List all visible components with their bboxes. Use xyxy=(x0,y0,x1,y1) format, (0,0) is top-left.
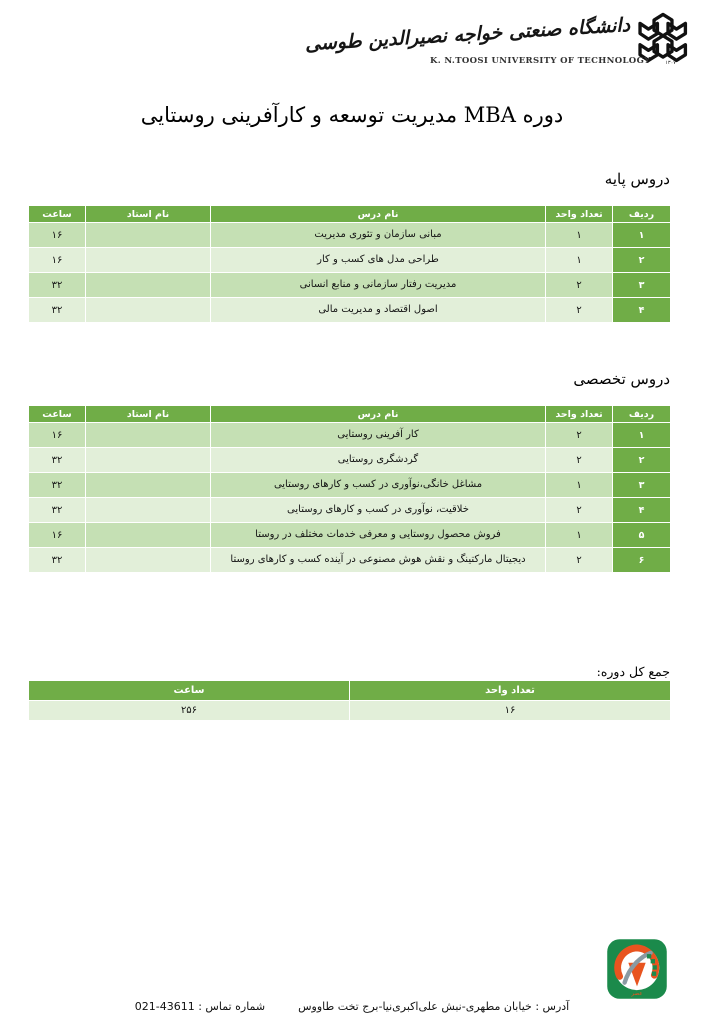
column-header-saat: ساعت xyxy=(29,206,86,223)
cell-name: مشاغل خانگی،نوآوری در کسب و کارهای روستایی xyxy=(211,473,546,498)
table-header-row xyxy=(29,206,671,223)
column-header-vahed: تعداد واحد xyxy=(546,406,613,423)
cell-saat: ۱۶ xyxy=(29,223,86,248)
cell-radif: ۵ xyxy=(613,523,671,548)
cell-saat: ۱۶ xyxy=(29,248,86,273)
cell-ostad xyxy=(86,523,211,548)
cell-name: مبانی سازمان و تئوری مدیریت xyxy=(211,223,546,248)
table-row xyxy=(29,423,671,448)
cell-ostad xyxy=(86,498,211,523)
cell-name: گردشگری روستایی xyxy=(211,448,546,473)
footer-phone-label: شماره تماس : xyxy=(194,1000,266,1013)
university-name-en: K. N.TOOSI UNIVERSITY OF TECHNOLOGY xyxy=(430,56,651,66)
cell-vahed: ۱ xyxy=(546,523,613,548)
cell-radif: ۲ xyxy=(613,248,671,273)
cell-vahed: ۱ xyxy=(546,223,613,248)
basic-courses-table xyxy=(28,205,671,323)
column-header-radif: ردیف xyxy=(613,406,671,423)
cell-saat: ۱۶ xyxy=(29,423,86,448)
column-header-ostad: نام استاد xyxy=(86,206,211,223)
cell-vahed: ۱ xyxy=(546,473,613,498)
cell-saat: ۱۶ xyxy=(29,523,86,548)
column-header-ostad: نام استاد xyxy=(86,406,211,423)
cell-ostad xyxy=(86,548,211,573)
cell-name: طراحی مدل های کسب و کار xyxy=(211,248,546,273)
cell-radif: ۱ xyxy=(613,423,671,448)
cell-radif: ۳ xyxy=(613,273,671,298)
cell-name: مدیریت رفتار سازمانی و منابع انسانی xyxy=(211,273,546,298)
cell-vahed: ۲ xyxy=(546,498,613,523)
cell-saat: ۳۲ xyxy=(29,448,86,473)
section-heading-basic: دروس پایه xyxy=(604,170,670,188)
column-header-radif: ردیف xyxy=(613,206,671,223)
cell-name: اصول اقتصاد و مدیریت مالی xyxy=(211,298,546,323)
cell-saat: ۳۲ xyxy=(29,473,86,498)
cell-vahed: ۲ xyxy=(546,423,613,448)
column-header-name: نام درس xyxy=(211,406,546,423)
table-row xyxy=(29,223,671,248)
cell-name: دیجیتال مارکتینگ و نقش هوش مصنوعی در آینده کسب و کارهای روستا xyxy=(211,548,546,573)
table-row xyxy=(29,273,671,298)
table-row xyxy=(29,498,671,523)
cell-name: کار آفرینی روستایی xyxy=(211,423,546,448)
page-title: دوره MBA مدیریت توسعه و کارآفرینی روستایی xyxy=(140,103,564,127)
cell-radif: ۴ xyxy=(613,298,671,323)
cell-vahed: ۲ xyxy=(546,448,613,473)
table-row xyxy=(29,448,671,473)
cell-radif: ۱ xyxy=(613,223,671,248)
university-logo-block xyxy=(304,6,696,86)
cell-ostad xyxy=(86,448,211,473)
cell-ostad xyxy=(86,473,211,498)
total-summary-table xyxy=(28,680,671,721)
cell-saat: ۳۲ xyxy=(29,498,86,523)
section-heading-total: جمع کل دوره: xyxy=(596,664,670,679)
page-header xyxy=(0,6,704,88)
footer-address: آدرس : خیابان مطهری-نبش علی‌اکبری‌نیا-برج تخت طاووس xyxy=(298,1000,570,1013)
cell-ostad xyxy=(86,223,211,248)
table-row xyxy=(29,701,671,721)
cell-ostad xyxy=(86,423,211,448)
cell-vahed: ۲ xyxy=(546,273,613,298)
column-header-total-vahed: تعداد واحد xyxy=(350,681,671,701)
table-row xyxy=(29,523,671,548)
cell-radif: ۳ xyxy=(613,473,671,498)
cell-vahed: ۲ xyxy=(546,298,613,323)
column-header-name: نام درس xyxy=(211,206,546,223)
total-saat-value: ۲۵۶ xyxy=(29,701,350,721)
cell-name: فروش محصول روستایی و معرفی خدمات مختلف در روستا xyxy=(211,523,546,548)
column-header-saat: ساعت xyxy=(29,406,86,423)
cell-saat: ۳۲ xyxy=(29,298,86,323)
total-vahed-value: ۱۶ xyxy=(350,701,671,721)
emblem-year: ۱۳۰۷ xyxy=(665,60,676,66)
cell-saat: ۳۲ xyxy=(29,273,86,298)
table-header-row xyxy=(29,681,671,701)
cell-name: خلاقیت، نوآوری در کسب و کارهای روستایی xyxy=(211,498,546,523)
university-name-fa: دانشگاه صنعتی خواجه نصیرالدین طوسی xyxy=(304,14,631,56)
cell-radif: ۴ xyxy=(613,498,671,523)
cell-ostad xyxy=(86,248,211,273)
footer-phone xyxy=(135,1000,265,1013)
column-header-total-saat: ساعت xyxy=(29,681,350,701)
table-row xyxy=(29,248,671,273)
cell-saat: ۳۲ xyxy=(29,548,86,573)
cell-ostad xyxy=(86,298,211,323)
svg-text:عصر: عصر xyxy=(631,991,643,998)
section-heading-special: دروس تخصصی xyxy=(573,370,670,388)
cell-vahed: ۲ xyxy=(546,548,613,573)
organization-logo-icon xyxy=(606,938,668,1000)
table-header-row xyxy=(29,406,671,423)
special-courses-table xyxy=(28,405,671,573)
footer-phone-number: 021-43611 xyxy=(134,1000,195,1013)
table-row xyxy=(29,548,671,573)
cell-radif: ۲ xyxy=(613,448,671,473)
cell-ostad xyxy=(86,273,211,298)
table-row xyxy=(29,473,671,498)
cell-vahed: ۱ xyxy=(546,248,613,273)
footer-contact-bar xyxy=(0,1000,704,1024)
cell-radif: ۶ xyxy=(613,548,671,573)
column-header-vahed: تعداد واحد xyxy=(546,206,613,223)
table-row xyxy=(29,298,671,323)
